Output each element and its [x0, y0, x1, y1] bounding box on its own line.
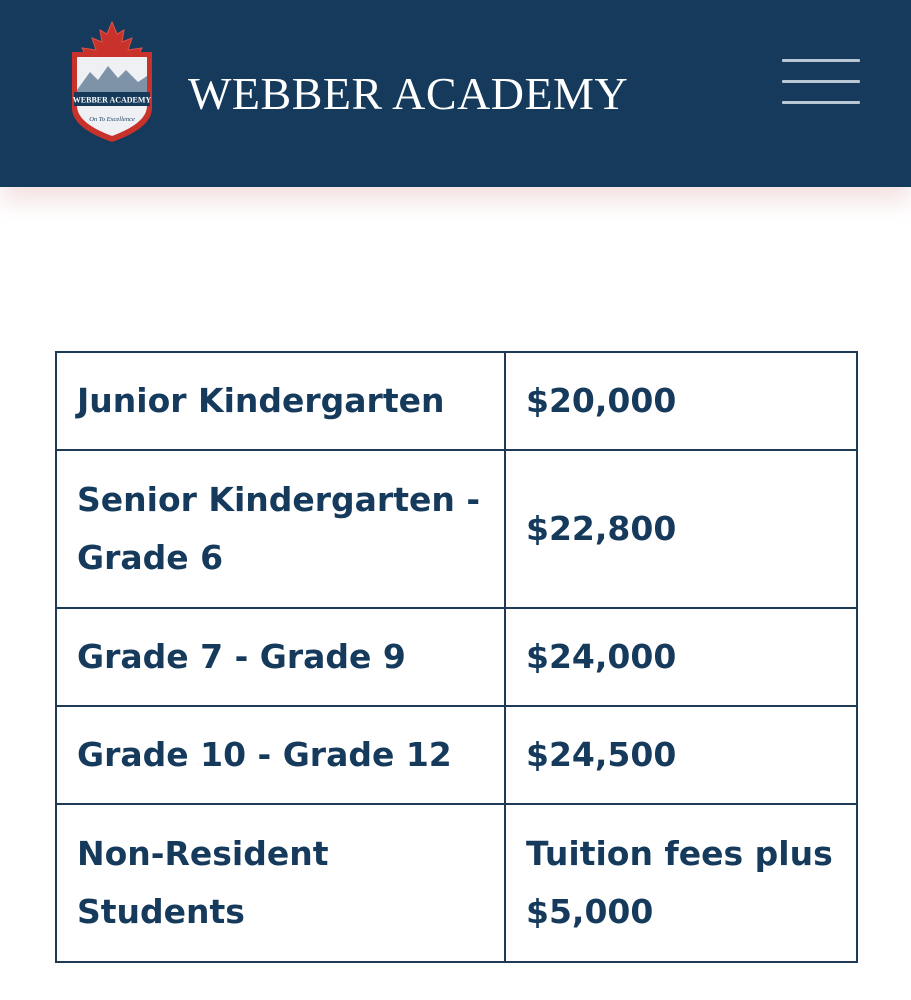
- grade-cell: Grade 10 - Grade 12: [56, 706, 505, 804]
- table-row: [56, 450, 857, 608]
- school-crest-icon[interactable]: [64, 20, 160, 146]
- grade-cell: Junior Kindergarten: [56, 352, 505, 450]
- grade-cell: Grade 7 - Grade 9: [56, 608, 505, 706]
- hamburger-menu-icon[interactable]: [778, 55, 864, 111]
- fee-cell: $20,000: [505, 352, 857, 450]
- grade-cell: Senior Kindergarten - Grade 6: [56, 450, 505, 608]
- svg-text:On To Excellence: On To Excellence: [89, 116, 135, 123]
- menu-bar: [782, 101, 860, 104]
- fee-cell: $22,800: [505, 450, 857, 608]
- fee-cell: Tuition fees plus $5,000: [505, 804, 857, 962]
- grade-cell: Non-Resident Students: [56, 804, 505, 962]
- table-row: [56, 352, 857, 450]
- site-header: [0, 0, 911, 187]
- tuition-fees-table: [55, 351, 858, 963]
- brand-name[interactable]: WEBBER ACADEMY: [188, 68, 629, 119]
- svg-text:WEBBER ACADEMY: WEBBER ACADEMY: [72, 95, 152, 105]
- fee-cell: $24,500: [505, 706, 857, 804]
- table-row: [56, 706, 857, 804]
- table-row: [56, 608, 857, 706]
- menu-bar: [782, 80, 860, 83]
- menu-bar: [782, 59, 860, 62]
- fee-cell: $24,000: [505, 608, 857, 706]
- table-row: [56, 804, 857, 962]
